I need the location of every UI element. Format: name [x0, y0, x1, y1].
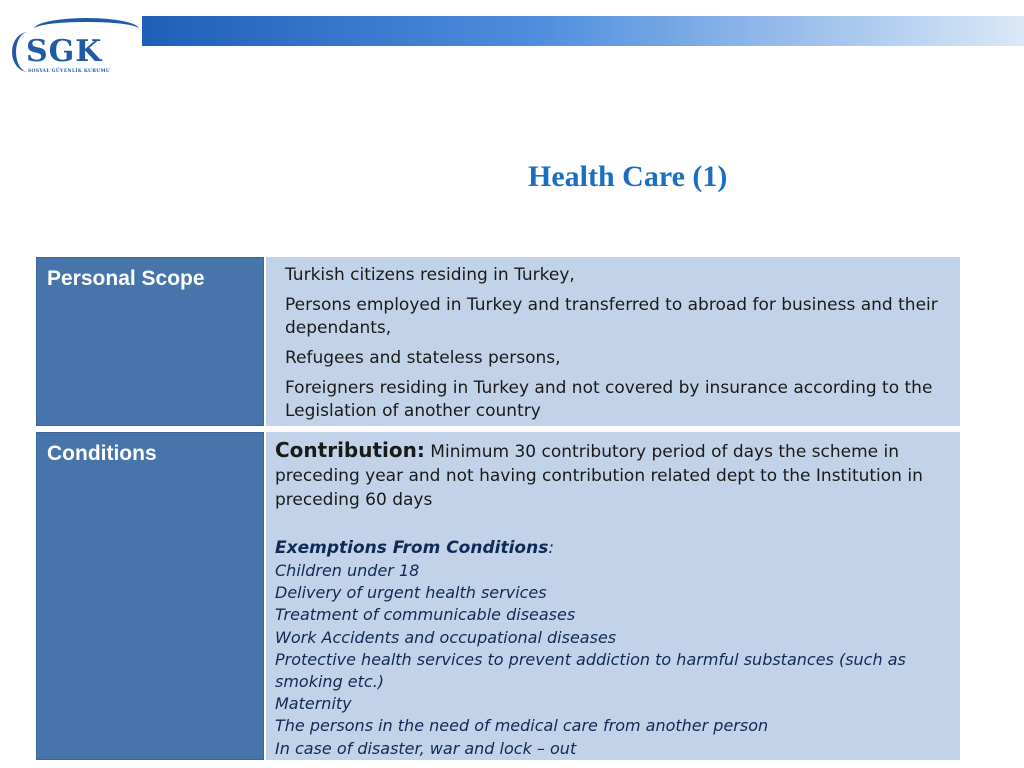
- logo-subtitle: SOSYAL GÜVENLİK KURUMU: [28, 69, 110, 74]
- header-bar: [142, 16, 1024, 46]
- conditions-row: [36, 432, 960, 760]
- conditions-label-cell: [36, 432, 264, 760]
- personal-scope-list: [285, 264, 945, 430]
- page-title: Health Care (1): [528, 160, 728, 193]
- list-item: Maternity: [275, 694, 352, 714]
- list-item: Children under 18: [275, 561, 420, 580]
- logo-text: SGK: [26, 34, 103, 69]
- conditions-content: [266, 432, 960, 760]
- contribution-paragraph: [275, 438, 951, 512]
- row-divider: [36, 428, 266, 431]
- conditions-text: [275, 438, 951, 760]
- contribution-heading: Contribution:: [275, 438, 425, 462]
- conditions-label: Conditions: [47, 442, 157, 465]
- list-item: Protective health services to prevent addiction to harmful substances (such as smoking etc.): [275, 649, 906, 692]
- list-item: Foreigners residing in Turkey and not covered by insurance according to the Legislation of another country: [285, 378, 933, 421]
- personal-scope-label-cell: [36, 257, 264, 426]
- list-item: The persons in the need of medical care from another person: [275, 716, 769, 736]
- exemptions-colon: :: [548, 538, 555, 558]
- list-item: Refugees and stateless persons,: [285, 348, 561, 368]
- list-item: Work Accidents and occupational diseases: [275, 627, 617, 647]
- list-item: Treatment of communicable diseases: [275, 605, 576, 625]
- list-item: Delivery of urgent health services: [275, 583, 547, 603]
- personal-scope-content: [266, 257, 960, 426]
- personal-scope-label: Personal Scope: [47, 267, 205, 290]
- contribution-text: Minimum 30 contributory period of days the scheme in preceding year and not having contribution related dept to the Institution in preceding 60 days: [275, 442, 923, 510]
- list-item: Turkish citizens residing in Turkey,: [285, 265, 575, 285]
- list-item: In case of disaster, war and lock – out: [275, 738, 577, 758]
- sgk-logo: [4, 8, 144, 78]
- exemptions-heading-line: [275, 536, 951, 560]
- list-item: Persons employed in Turkey and transferred to abroad for business and their dependants,: [285, 295, 938, 338]
- exemptions-heading: Exemptions From Conditions: [275, 538, 549, 558]
- personal-scope-row: [36, 257, 960, 426]
